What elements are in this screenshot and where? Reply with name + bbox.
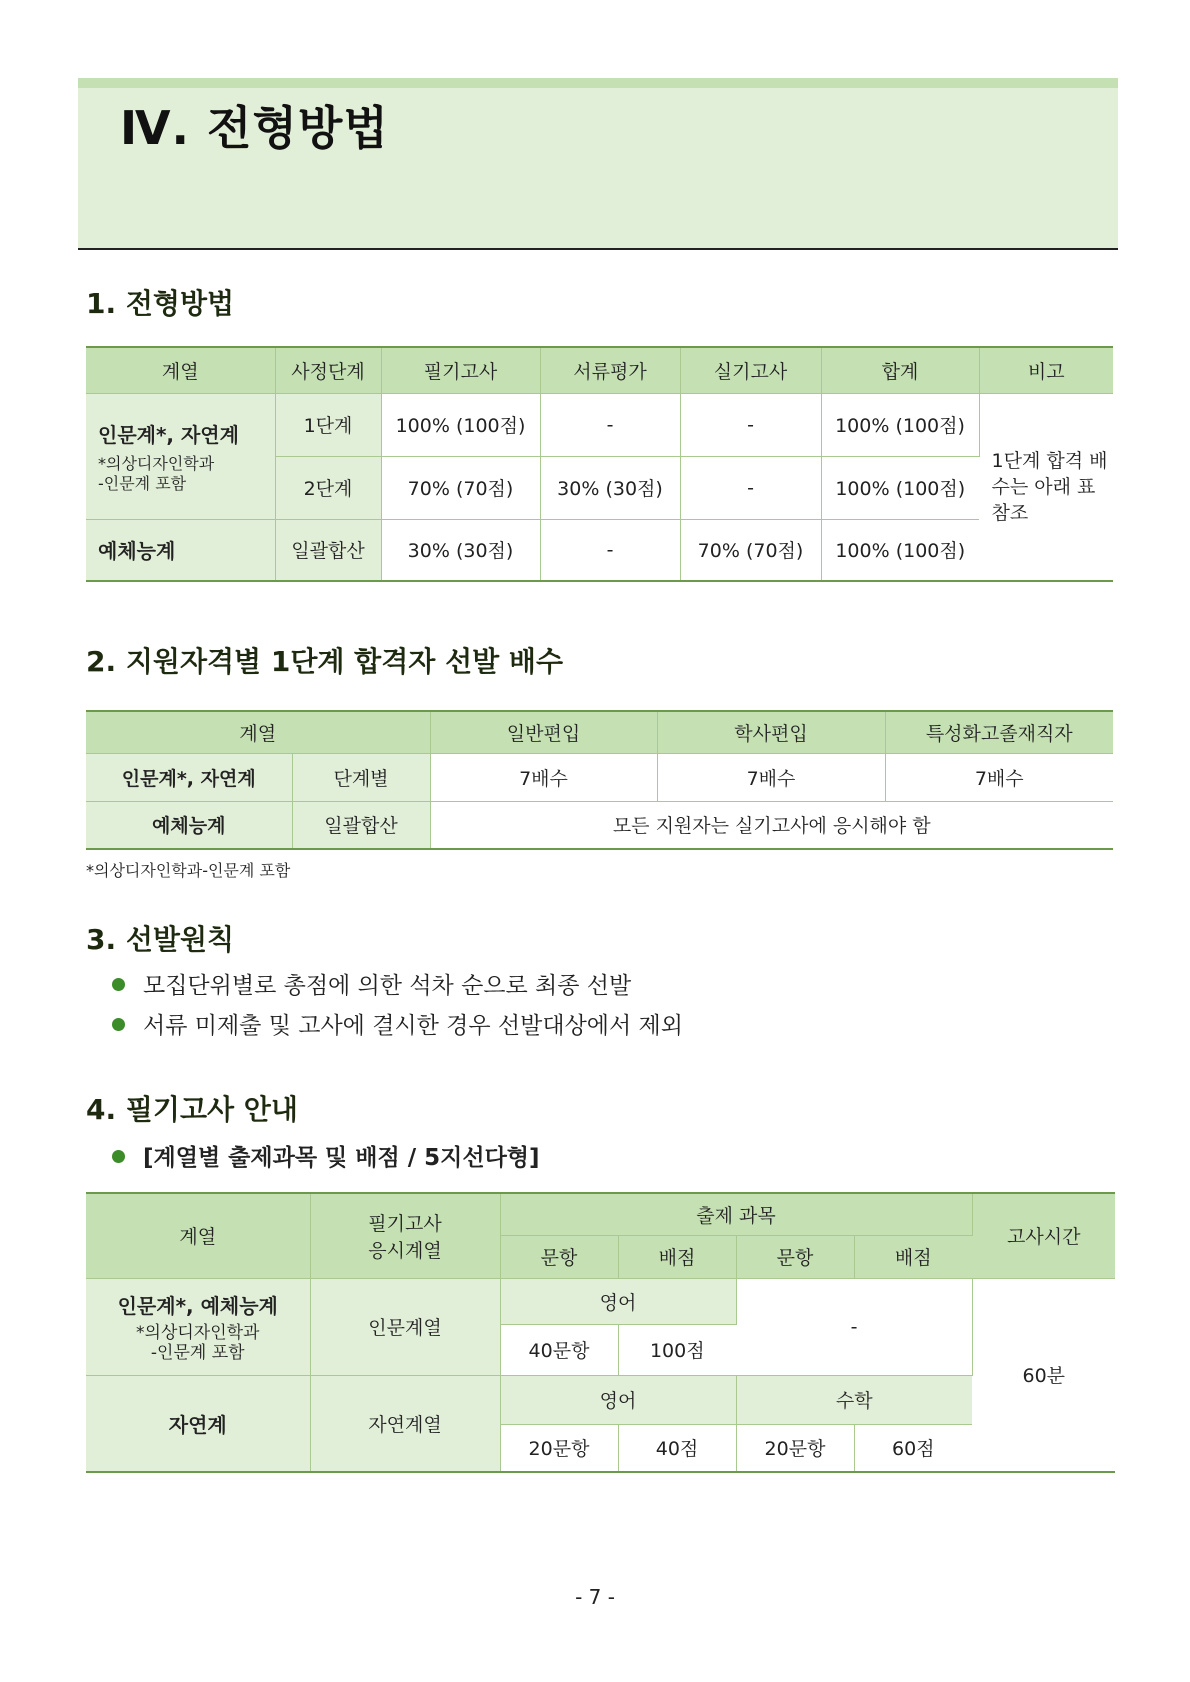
table-cell: 7배수 <box>885 753 1113 801</box>
col-header-bachelor-transfer: 학사편입 <box>657 711 885 753</box>
subject-cell: 영어 <box>500 1278 736 1324</box>
stage-cell: 단계별 <box>292 753 430 801</box>
col-header-questions: 문항 <box>736 1235 854 1278</box>
exam-subheading <box>112 1138 540 1178</box>
written-exam-table <box>86 1192 1115 1473</box>
section-4-heading: 4. 필기고사 안내 <box>86 1093 298 1126</box>
section-2-heading: 2. 지원자격별 1단계 합격자 선발 배수 <box>86 645 564 678</box>
list-item <box>112 1006 683 1046</box>
table-cell: 모든 지원자는 실기고사에 응시해야 함 <box>430 801 1113 849</box>
table-cell: 40문항 <box>500 1324 618 1375</box>
exam-time-cell: 60분 <box>972 1278 1115 1472</box>
table-cell: 70% (70점) <box>680 519 821 581</box>
list-item-text: 서류 미제출 및 고사에 결시한 경우 선발대상에서 제외 <box>143 1013 683 1039</box>
group-arts-sports: 예체능계 <box>86 801 292 849</box>
table-cell: 100% (100점) <box>821 456 979 519</box>
table-cell: 100% (100점) <box>381 393 540 456</box>
group-note-line2: -인문계 포함 <box>98 473 187 493</box>
group-natural: 자연계 <box>86 1375 310 1472</box>
table-cell: 20문항 <box>500 1424 618 1472</box>
page-number: - 7 - <box>575 1585 615 1609</box>
table-cell: 100% (100점) <box>821 519 979 581</box>
table-cell: - <box>680 393 821 456</box>
stage-cell: 일괄합산 <box>275 519 381 581</box>
col-header-category: 계열 <box>86 1193 310 1278</box>
col-header-category: 계열 <box>86 711 430 753</box>
table-cell: 7배수 <box>657 753 885 801</box>
table-cell: 100점 <box>618 1324 736 1375</box>
footnote: *의상디자인학과-인문계 포함 <box>86 861 291 880</box>
col-header-category: 계열 <box>86 347 275 393</box>
col-header-written: 필기고사 <box>381 347 540 393</box>
bullet-icon <box>112 1150 125 1163</box>
stage-cell: 2단계 <box>275 456 381 519</box>
table-cell: - <box>540 393 680 456</box>
page-header <box>78 78 1118 250</box>
table-cell: 20문항 <box>736 1424 854 1472</box>
group-humanities-natural: 인문계*, 자연계 <box>86 753 292 801</box>
table-cell: 100% (100점) <box>821 393 979 456</box>
bullet-icon <box>112 978 125 991</box>
col-header-practical: 실기고사 <box>680 347 821 393</box>
header-accent-bar <box>78 78 1118 88</box>
group-name: 인문계*, 자연계 <box>98 422 239 447</box>
list-item <box>112 966 683 1006</box>
section-1-heading: 1. 전형방법 <box>86 287 235 320</box>
remark-cell: 1단계 합격 배수는 아래 표 참조 <box>979 393 1113 581</box>
col-header-subjects: 출제 과목 <box>500 1193 972 1235</box>
group-note-line1: *의상디자인학과 <box>136 1323 260 1343</box>
col-header-exam-track <box>310 1193 500 1278</box>
group-note-line2: -인문계 포함 <box>150 1343 245 1363</box>
col-header-total: 합계 <box>821 347 979 393</box>
subject-cell: 영어 <box>500 1375 736 1424</box>
col-header-stage: 사정단계 <box>275 347 381 393</box>
group-humanities-arts <box>86 1278 310 1375</box>
selection-multiplier-table <box>86 710 1113 850</box>
selection-principles-list <box>112 966 683 1046</box>
table-cell: - <box>540 519 680 581</box>
col-header-documents: 서류평가 <box>540 347 680 393</box>
col-header-vocational-worker: 특성화고졸재직자 <box>885 711 1113 753</box>
col-header-points: 배점 <box>854 1235 972 1278</box>
exam-track-cell: 자연계열 <box>310 1375 500 1472</box>
group-arts-sports: 예체능계 <box>86 519 275 581</box>
stage-cell: 1단계 <box>275 393 381 456</box>
selection-method-table <box>86 346 1113 582</box>
subject-cell: 수학 <box>736 1375 972 1424</box>
table-cell: 30% (30점) <box>540 456 680 519</box>
table-cell: 40점 <box>618 1424 736 1472</box>
page-title: Ⅳ. 전형방법 <box>120 101 389 155</box>
group-note-line1: *의상디자인학과 <box>98 453 215 473</box>
table-cell: 30% (30점) <box>381 519 540 581</box>
table-cell: - <box>680 456 821 519</box>
stage-cell: 일괄합산 <box>292 801 430 849</box>
col-header-exam-time: 고사시간 <box>972 1193 1115 1278</box>
table-cell: 70% (70점) <box>381 456 540 519</box>
list-item-text: 모집단위별로 총점에 의한 석차 순으로 최종 선발 <box>143 973 632 999</box>
group-humanities-natural <box>86 393 275 519</box>
bullet-icon <box>112 1018 125 1031</box>
group-name: 인문계*, 예체능계 <box>117 1294 278 1318</box>
list-item-text: [계열별 출제과목 및 배점 / 5지선다형] <box>143 1145 540 1171</box>
table-cell: - <box>736 1278 972 1375</box>
exam-track-line2: 응시계열 <box>368 1239 442 1262</box>
section-3-heading: 3. 선발원칙 <box>86 923 235 956</box>
table-cell: 60점 <box>854 1424 972 1472</box>
exam-track-cell: 인문계열 <box>310 1278 500 1375</box>
col-header-questions: 문항 <box>500 1235 618 1278</box>
exam-track-line1: 필기고사 <box>368 1212 442 1235</box>
table-cell: 7배수 <box>430 753 657 801</box>
list-item <box>112 1138 540 1178</box>
col-header-general-transfer: 일반편입 <box>430 711 657 753</box>
col-header-remark: 비고 <box>979 347 1113 393</box>
col-header-points: 배점 <box>618 1235 736 1278</box>
